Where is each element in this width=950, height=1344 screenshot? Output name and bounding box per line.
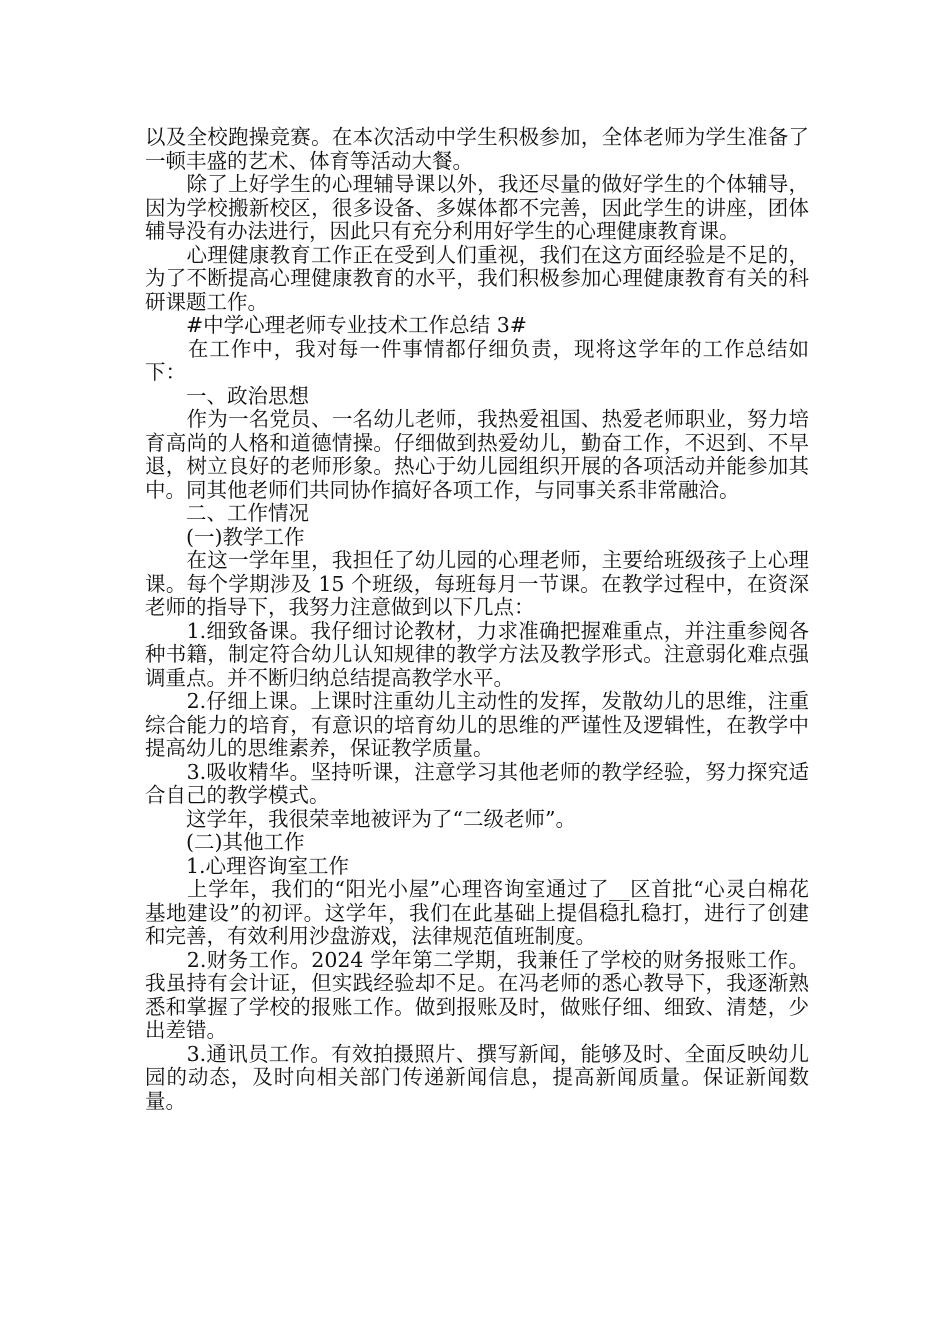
body-paragraph: 这学年，我很荣幸地被评为了“二级老师”。 (145, 806, 576, 831)
body-paragraph: 除了上好学生的心理辅导课以外，我还尽量的做好学生的个体辅导，因为学校搬新校区，很多设备、多媒体都不完善，因此学生的讲座，团体辅导没有办法进行，因此只有充分利用好学生的心理健康教育课。 (145, 172, 809, 243)
subsection-heading: (一)教学工作 (145, 524, 305, 549)
body-paragraph: 在这一学年里，我担任了幼儿园的心理老师，主要给班级孩子上心理课。每个学期涉及 15 个班级，每班每月一节课。在教学过程中，在资深老师的指导下，我努力注意做到以下几点： (145, 548, 809, 619)
list-item: 3.通讯员工作。有效拍摄照片、撰写新闻，能够及时、全面反映幼儿园的动态，及时向相关部门传递新闻信息，提高新闻质量。保证新闻数量。 (145, 1041, 809, 1113)
list-item: 1.细致备课。我仔细讨论教材，力求准确把握难重点，并注重参阅各种书籍，制定符合幼儿认知规律的教学方法及教学形式。注意弱化难点强调重点。并不断归纳总结提高教学水平。 (145, 618, 809, 690)
section-heading: 一、政治思想 (145, 383, 309, 408)
body-paragraph: 上学年，我们的“阳光小屋”心理咨询室通过了__区首批“心灵白棉花基地建设”的初评。这学年，我们在此基础上提倡稳扎稳打，进行了创建和完善，有效利用沙盘游戏，法律规范值班制度。 (145, 877, 809, 948)
list-item: 3.吸收精华。坚持听课，注意学习其他老师的教学经验，努力探究适合自己的教学模式。 (145, 759, 809, 807)
document-body (145, 126, 809, 1113)
list-item: 2.仔细上课。上课时注重幼儿主动性的发挥，发散幼儿的思维，注重综合能力的培育，有意识的培育幼儿的思维的严谨性及逻辑性，在教学中提高幼儿的思维素养，保证教学质量。 (145, 689, 809, 760)
list-item: 2.财务工作。2024 学年第二学期，我兼任了学校的财务报账工作。我虽持有会计证，但实践经验却不足。在冯老师的悉心教导下，我逐渐熟悉和掌握了学校的报账工作。做到报账及时，做账仔细、细致、清楚，少出差错。 (145, 947, 809, 1042)
section-heading: 二、工作情况 (145, 501, 309, 525)
section-title: #中学心理老师专业技术工作总结 3# (145, 313, 527, 337)
subsection-heading: (二)其他工作 (145, 830, 305, 854)
body-paragraph: 在工作中，我对每一件事情都仔细负责，现将这学年的工作总结如下： (145, 336, 809, 384)
body-paragraph: 心理健康教育工作正在受到人们重视，我们在这方面经验是不足的，为了不断提高心理健康教育的水平，我们积极参加心理健康教育有关的科研课题工作。 (145, 242, 809, 314)
body-paragraph: 以及全校跑操竞赛。在本次活动中学生积极参加，全体老师为学生准备了一顿丰盛的艺术、体育等活动大餐。 (145, 125, 809, 173)
list-item-heading: 1.心理咨询室工作 (145, 853, 350, 878)
body-paragraph: 作为一名党员、一名幼儿老师，我热爱祖国、热爱老师职业，努力培育高尚的人格和道德情操。仔细做到热爱幼儿，勤奋工作，不迟到、不早退，树立良好的老师形象。热心于幼儿园组织开展的各项活动并能参加其中。同其他老师们共同协作搞好各项工作，与同事关系非常融洽。 (145, 407, 809, 502)
